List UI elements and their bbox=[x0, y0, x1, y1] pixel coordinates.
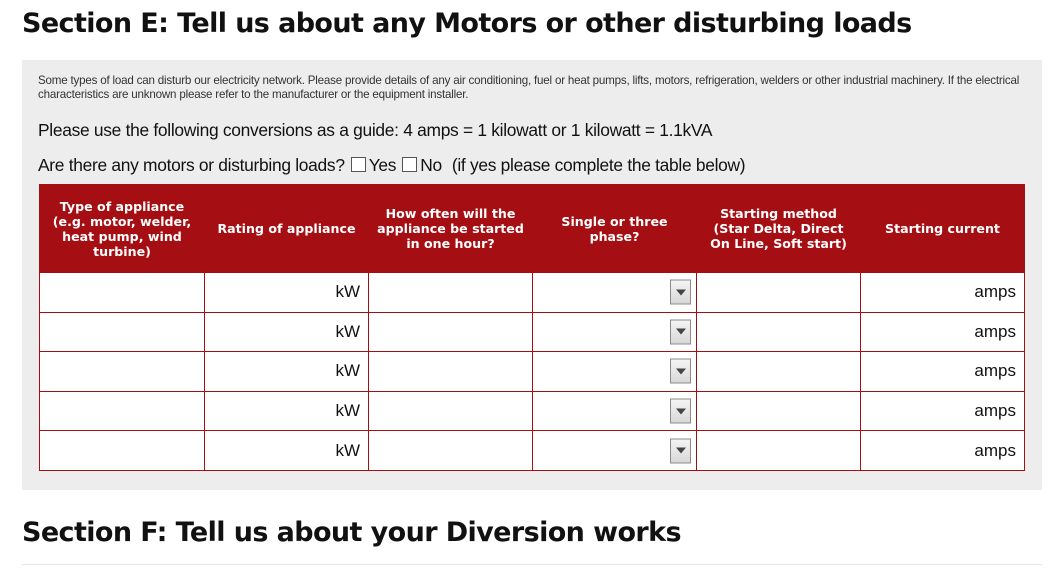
header-rating: Rating of appliance bbox=[205, 185, 369, 273]
rating-unit: kW bbox=[335, 361, 360, 381]
method-input[interactable] bbox=[697, 312, 861, 352]
frequency-input[interactable] bbox=[369, 352, 533, 392]
header-phase: Single or three phase? bbox=[533, 185, 697, 273]
chevron-down-icon[interactable] bbox=[670, 359, 691, 384]
rating-unit: kW bbox=[335, 321, 360, 341]
rating-input[interactable] bbox=[205, 352, 369, 392]
method-input[interactable] bbox=[697, 391, 861, 431]
no-label: No bbox=[420, 155, 442, 175]
frequency-input[interactable] bbox=[369, 273, 533, 313]
table-row bbox=[40, 312, 1025, 352]
current-input[interactable] bbox=[861, 431, 1025, 471]
rating-unit: kW bbox=[335, 282, 360, 302]
rating-input[interactable] bbox=[205, 273, 369, 313]
table-row bbox=[40, 273, 1025, 313]
header-type-of-appliance: Type of appliance (e.g. motor, welder, heat pump, wind turbine) bbox=[40, 185, 205, 273]
current-input[interactable] bbox=[861, 391, 1025, 431]
current-input[interactable] bbox=[861, 312, 1025, 352]
type-input[interactable] bbox=[40, 273, 205, 313]
frequency-input[interactable] bbox=[369, 431, 533, 471]
frequency-input[interactable] bbox=[369, 312, 533, 352]
current-input[interactable] bbox=[861, 352, 1025, 392]
phase-select[interactable] bbox=[533, 312, 697, 352]
header-starts-per-hour: How often will the appliance be started in one hour? bbox=[369, 185, 533, 273]
header-starting-current: Starting current bbox=[861, 185, 1025, 273]
current-unit: amps bbox=[974, 440, 1016, 460]
chevron-down-icon[interactable] bbox=[670, 438, 691, 463]
table-row bbox=[40, 352, 1025, 392]
current-unit: amps bbox=[974, 321, 1016, 341]
current-input[interactable] bbox=[861, 273, 1025, 313]
phase-select[interactable] bbox=[533, 273, 697, 313]
yes-checkbox[interactable] bbox=[351, 157, 366, 172]
disturbing-loads-table bbox=[39, 184, 1025, 471]
disturbing-loads-question: Are there any motors or disturbing loads? bbox=[38, 155, 345, 175]
current-unit: amps bbox=[974, 401, 1016, 421]
phase-select[interactable] bbox=[533, 431, 697, 471]
rating-unit: kW bbox=[335, 440, 360, 460]
chevron-down-icon[interactable] bbox=[670, 319, 691, 344]
table-row bbox=[40, 391, 1025, 431]
type-input[interactable] bbox=[40, 352, 205, 392]
type-input[interactable] bbox=[40, 431, 205, 471]
section-e-title: Section E: Tell us about any Motors or other disturbing loads bbox=[22, 8, 912, 39]
phase-select[interactable] bbox=[533, 391, 697, 431]
current-unit: amps bbox=[974, 282, 1016, 302]
method-input[interactable] bbox=[697, 431, 861, 471]
rating-input[interactable] bbox=[205, 391, 369, 431]
section-f-title: Section F: Tell us about your Diversion works bbox=[22, 517, 681, 548]
yes-label: Yes bbox=[368, 155, 397, 175]
section-e-intro: Some types of load can disturb our electricity network. Please provide details of any air conditioning, fuel or heat pumps, lifts, motors, refrigeration, welders or other industrial machinery. If the electrical characteristics are unknown please refer to the manufacturer or the equipment installer. bbox=[38, 74, 1020, 101]
method-input[interactable] bbox=[697, 273, 861, 313]
header-starting-method: Starting method (Star Delta, Direct On Line, Soft start) bbox=[697, 185, 861, 273]
section-f-divider bbox=[22, 564, 1042, 565]
rating-input[interactable] bbox=[205, 312, 369, 352]
rating-input[interactable] bbox=[205, 431, 369, 471]
section-e-panel bbox=[22, 60, 1042, 490]
table-row bbox=[40, 431, 1025, 471]
question-note: (if yes please complete the table below) bbox=[451, 155, 746, 175]
chevron-down-icon[interactable] bbox=[670, 399, 691, 424]
frequency-input[interactable] bbox=[369, 391, 533, 431]
method-input[interactable] bbox=[697, 352, 861, 392]
table-header-row bbox=[40, 185, 1025, 273]
type-input[interactable] bbox=[40, 312, 205, 352]
chevron-down-icon[interactable] bbox=[670, 280, 691, 305]
current-unit: amps bbox=[974, 361, 1016, 381]
disturbing-loads-question-row bbox=[38, 155, 745, 176]
no-checkbox[interactable] bbox=[402, 157, 417, 172]
conversion-note: Please use the following conversions as a guide: 4 amps = 1 kilowatt or 1 kilowatt = 1.1kVA bbox=[38, 120, 713, 140]
rating-unit: kW bbox=[335, 401, 360, 421]
phase-select[interactable] bbox=[533, 352, 697, 392]
type-input[interactable] bbox=[40, 391, 205, 431]
